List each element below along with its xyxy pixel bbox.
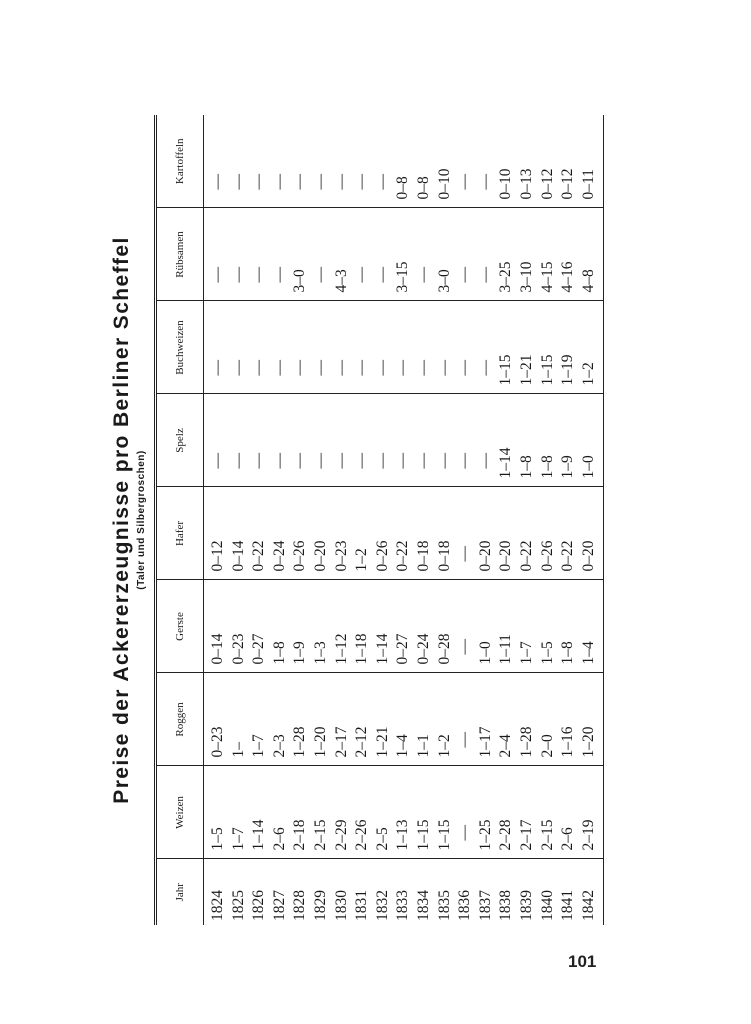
cell-hafer: 0–20	[311, 487, 332, 580]
cell-roggen: 2–17	[332, 673, 353, 766]
cell-jahr: 1826	[250, 890, 268, 921]
cell-spelz: 1–8	[538, 394, 559, 487]
cell-spelz: —	[352, 394, 373, 487]
rotated-table-block	[110, 110, 597, 930]
cell-spelz: —	[476, 394, 497, 487]
table-row	[538, 115, 559, 925]
cell-jahr: 1827	[270, 890, 288, 921]
cell-weizen: 2–29	[332, 766, 353, 859]
cell-buchweizen: 1–15	[496, 301, 517, 394]
cell-buchweizen: 1–2	[579, 301, 604, 394]
cell-hafer: 0–22	[393, 487, 414, 580]
cell-buchweizen: —	[414, 301, 435, 394]
column-header-ruebsamen: Rübsamen	[156, 208, 204, 301]
table-row	[496, 115, 517, 925]
cell-roggen: 2–3	[270, 673, 291, 766]
column-header-spelz: Spelz	[156, 394, 204, 487]
cell-ruebsamen: —	[476, 208, 497, 301]
cell-weizen: 2–17	[517, 766, 538, 859]
cell-gerste: 1–8	[558, 580, 579, 673]
cell-spelz: 1–9	[558, 394, 579, 487]
cell-hafer: 0–24	[270, 487, 291, 580]
cell-weizen: 2–6	[558, 766, 579, 859]
cell-hafer: 0–23	[332, 487, 353, 580]
cell-roggen: 1–20	[311, 673, 332, 766]
column-header-jahr: Jahr	[156, 859, 204, 925]
cell-weizen: 2–19	[579, 766, 604, 859]
cell-buchweizen: —	[332, 301, 353, 394]
cell-hafer: 0–20	[476, 487, 497, 580]
cell-roggen: 1–2	[435, 673, 456, 766]
cell-roggen: 1–21	[373, 673, 394, 766]
cell-kartoffeln: 0–10	[435, 115, 456, 208]
cell-spelz: 1–0	[579, 394, 604, 487]
cell-ruebsamen: —	[455, 208, 476, 301]
cell-jahr: 1839	[517, 890, 535, 921]
cell-spelz: —	[414, 394, 435, 487]
cell-spelz: —	[332, 394, 353, 487]
cell-kartoffeln: —	[455, 115, 476, 208]
cell-kartoffeln: 0–13	[517, 115, 538, 208]
cell-hafer: 0–14	[229, 487, 250, 580]
cell-gerste: 1–0	[476, 580, 497, 673]
cell-kartoffeln: 0–10	[496, 115, 517, 208]
cell-roggen: 1–17	[476, 673, 497, 766]
cell-spelz: —	[229, 394, 250, 487]
page-title: Preise der Ackererzeugnisse pro Berliner Scheffel	[110, 236, 133, 804]
cell-gerste: 1–18	[352, 580, 373, 673]
cell-gerste: 1–8	[270, 580, 291, 673]
column-header-hafer: Hafer	[156, 487, 204, 580]
cell-buchweizen: —	[455, 301, 476, 394]
cell-spelz: —	[455, 394, 476, 487]
cell-roggen: 1–28	[290, 673, 311, 766]
cell-ruebsamen: 4–15	[538, 208, 559, 301]
table-row	[249, 115, 270, 925]
cell-kartoffeln: —	[311, 115, 332, 208]
cell-spelz: —	[249, 394, 270, 487]
cell-weizen: 1–15	[414, 766, 435, 859]
cell-gerste: 0–24	[414, 580, 435, 673]
table-row	[393, 115, 414, 925]
cell-spelz: —	[311, 394, 332, 487]
cell-ruebsamen: 3–25	[496, 208, 517, 301]
cell-ruebsamen: —	[204, 208, 229, 301]
cell-gerste: 0–28	[435, 580, 456, 673]
table-row	[311, 115, 332, 925]
cell-jahr: 1841	[559, 890, 577, 921]
cell-jahr: 1829	[311, 890, 329, 921]
cell-kartoffeln: 0–12	[538, 115, 559, 208]
cell-ruebsamen: —	[373, 208, 394, 301]
cell-kartoffeln: —	[290, 115, 311, 208]
column-header-weizen: Weizen	[156, 766, 204, 859]
cell-kartoffeln: 0–11	[579, 115, 604, 208]
table-row	[435, 115, 456, 925]
cell-buchweizen: —	[270, 301, 291, 394]
cell-weizen: 1–7	[229, 766, 250, 859]
cell-gerste: 0–14	[204, 580, 229, 673]
cell-hafer: 0–26	[373, 487, 394, 580]
cell-buchweizen: —	[249, 301, 270, 394]
cell-gerste: 1–4	[579, 580, 604, 673]
price-table	[154, 115, 604, 925]
cell-jahr: 1842	[579, 859, 604, 925]
page-subtitle: (Taler und Silbergroschen)	[136, 450, 147, 590]
cell-weizen: 2–15	[311, 766, 332, 859]
cell-gerste: 1–9	[290, 580, 311, 673]
table-row	[290, 115, 311, 925]
cell-ruebsamen: —	[270, 208, 291, 301]
cell-buchweizen: 1–21	[517, 301, 538, 394]
cell-jahr: 1832	[373, 890, 391, 921]
cell-weizen: 2–5	[373, 766, 394, 859]
cell-ruebsamen: 4–8	[579, 208, 604, 301]
cell-kartoffeln: —	[204, 115, 229, 208]
cell-jahr: 1836	[456, 890, 474, 921]
cell-spelz: —	[435, 394, 456, 487]
cell-buchweizen: —	[311, 301, 332, 394]
column-header-kartoffeln: Kartoffeln	[156, 115, 204, 208]
cell-kartoffeln: —	[332, 115, 353, 208]
cell-jahr: 1825	[229, 890, 247, 921]
cell-roggen: 1–1	[414, 673, 435, 766]
cell-kartoffeln: —	[229, 115, 250, 208]
cell-jahr: 1838	[497, 890, 515, 921]
cell-kartoffeln: 0–8	[414, 115, 435, 208]
cell-hafer: 0–22	[558, 487, 579, 580]
cell-buchweizen: 1–19	[558, 301, 579, 394]
cell-weizen: 2–28	[496, 766, 517, 859]
cell-gerste: 0–23	[229, 580, 250, 673]
cell-gerste: 1–5	[538, 580, 559, 673]
cell-buchweizen: —	[476, 301, 497, 394]
cell-ruebsamen: —	[352, 208, 373, 301]
cell-kartoffeln: —	[476, 115, 497, 208]
column-header-buchweizen: Buchweizen	[156, 301, 204, 394]
cell-jahr: 1835	[435, 890, 453, 921]
cell-hafer: 0–20	[579, 487, 604, 580]
cell-ruebsamen: 3–15	[393, 208, 414, 301]
cell-weizen: 1–25	[476, 766, 497, 859]
cell-jahr: 1824	[209, 890, 226, 921]
cell-kartoffeln: —	[249, 115, 270, 208]
cell-roggen: —	[455, 673, 476, 766]
table-row	[476, 115, 497, 925]
column-header-gerste: Gerste	[156, 580, 204, 673]
cell-weizen: 2–15	[538, 766, 559, 859]
cell-gerste: —	[455, 580, 476, 673]
cell-spelz: —	[373, 394, 394, 487]
cell-kartoffeln: —	[352, 115, 373, 208]
cell-jahr: 1837	[476, 890, 494, 921]
table-header-row	[156, 115, 204, 925]
cell-hafer: 0–18	[414, 487, 435, 580]
cell-ruebsamen: 3–10	[517, 208, 538, 301]
table-row	[517, 115, 538, 925]
table-row	[229, 115, 250, 925]
cell-ruebsamen: 4–3	[332, 208, 353, 301]
cell-kartoffeln: 0–12	[558, 115, 579, 208]
table-row	[558, 115, 579, 925]
table-row	[455, 115, 476, 925]
table-row	[373, 115, 394, 925]
cell-roggen: 2–0	[538, 673, 559, 766]
cell-ruebsamen: —	[414, 208, 435, 301]
column-header-roggen: Roggen	[156, 673, 204, 766]
cell-gerste: 1–12	[332, 580, 353, 673]
cell-spelz: —	[393, 394, 414, 487]
cell-ruebsamen: 3–0	[290, 208, 311, 301]
cell-hafer: 0–20	[496, 487, 517, 580]
cell-roggen: 1–16	[558, 673, 579, 766]
cell-roggen: 1–20	[579, 673, 604, 766]
cell-weizen: 1–14	[249, 766, 270, 859]
cell-roggen: 1–28	[517, 673, 538, 766]
cell-buchweizen: —	[435, 301, 456, 394]
cell-spelz: 1–8	[517, 394, 538, 487]
cell-spelz: —	[290, 394, 311, 487]
cell-buchweizen: —	[352, 301, 373, 394]
cell-jahr: 1834	[414, 890, 432, 921]
cell-buchweizen: —	[204, 301, 229, 394]
table-row	[579, 115, 604, 925]
page-number: 101	[568, 952, 597, 971]
table-row	[270, 115, 291, 925]
cell-roggen: 2–12	[352, 673, 373, 766]
cell-gerste: 1–11	[496, 580, 517, 673]
cell-spelz: —	[270, 394, 291, 487]
cell-kartoffeln: 0–8	[393, 115, 414, 208]
cell-jahr: 1831	[353, 890, 371, 921]
cell-buchweizen: 1–15	[538, 301, 559, 394]
cell-gerste: 0–27	[249, 580, 270, 673]
cell-buchweizen: —	[373, 301, 394, 394]
cell-ruebsamen: —	[229, 208, 250, 301]
cell-hafer: 0–22	[249, 487, 270, 580]
cell-hafer: 0–12	[204, 487, 229, 580]
cell-jahr: 1828	[291, 890, 309, 921]
cell-weizen: 2–26	[352, 766, 373, 859]
cell-jahr: 1833	[394, 890, 412, 921]
cell-buchweizen: —	[229, 301, 250, 394]
cell-weizen: —	[455, 766, 476, 859]
cell-ruebsamen: 3–0	[435, 208, 456, 301]
cell-weizen: 2–18	[290, 766, 311, 859]
cell-weizen: 2–6	[270, 766, 291, 859]
cell-hafer: 0–18	[435, 487, 456, 580]
cell-weizen: 1–13	[393, 766, 414, 859]
table-row	[204, 115, 229, 925]
cell-roggen: 2–4	[496, 673, 517, 766]
cell-gerste: 1–3	[311, 580, 332, 673]
cell-weizen: 1–5	[204, 766, 229, 859]
table-body	[204, 115, 604, 925]
cell-jahr: 1830	[332, 890, 350, 921]
table-row	[332, 115, 353, 925]
cell-hafer: —	[455, 487, 476, 580]
cell-spelz: 1–14	[496, 394, 517, 487]
cell-gerste: 1–7	[517, 580, 538, 673]
cell-hafer: 0–26	[290, 487, 311, 580]
cell-kartoffeln: —	[373, 115, 394, 208]
cell-ruebsamen: —	[249, 208, 270, 301]
cell-hafer: 0–26	[538, 487, 559, 580]
cell-jahr: 1840	[538, 890, 556, 921]
cell-roggen: 0–23	[204, 673, 229, 766]
cell-buchweizen: —	[393, 301, 414, 394]
cell-roggen: 1–	[229, 673, 250, 766]
cell-roggen: 1–7	[249, 673, 270, 766]
cell-gerste: 1–14	[373, 580, 394, 673]
cell-roggen: 1–4	[393, 673, 414, 766]
cell-hafer: 0–22	[517, 487, 538, 580]
cell-gerste: 0–27	[393, 580, 414, 673]
cell-spelz: —	[204, 394, 229, 487]
cell-ruebsamen: 4–16	[558, 208, 579, 301]
cell-buchweizen: —	[290, 301, 311, 394]
cell-hafer: 1–2	[352, 487, 373, 580]
cell-ruebsamen: —	[311, 208, 332, 301]
table-row	[352, 115, 373, 925]
table-row	[414, 115, 435, 925]
cell-weizen: 1–15	[435, 766, 456, 859]
cell-kartoffeln: —	[270, 115, 291, 208]
